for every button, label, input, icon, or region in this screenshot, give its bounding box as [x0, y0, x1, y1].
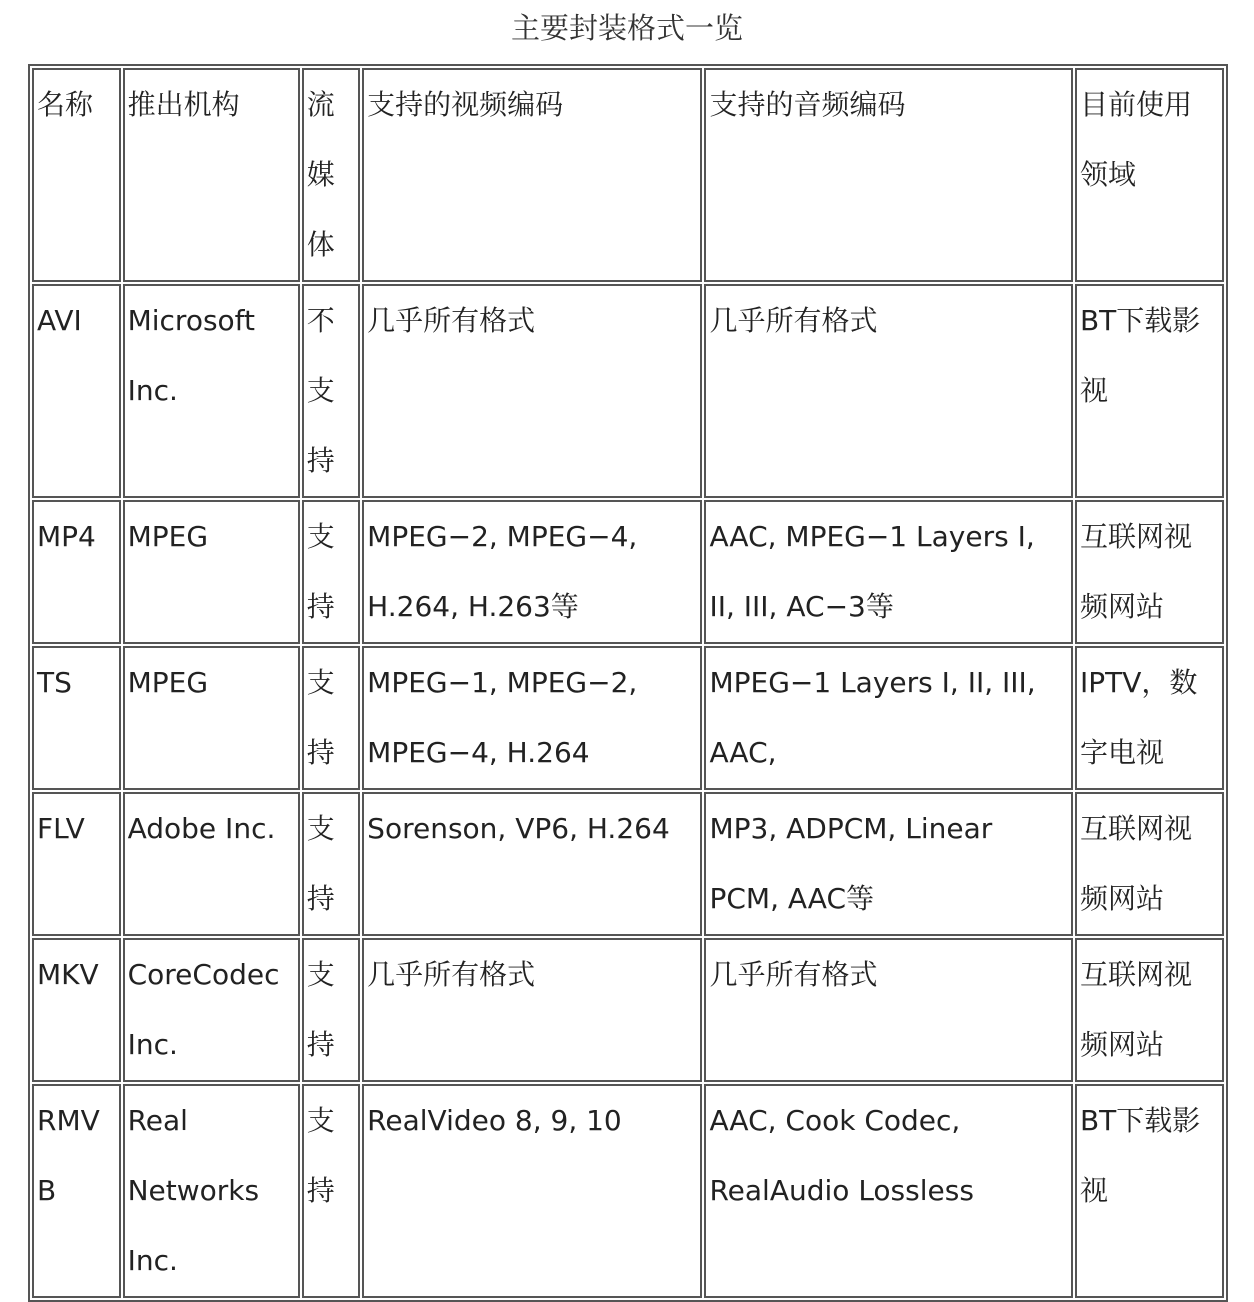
header-cell-name: 名称 — [32, 68, 121, 282]
cell-audio-codecs: AAC, MPEG−1 Layers I, II, III, AC−3等 — [704, 500, 1072, 644]
table-row — [32, 284, 1224, 498]
cell-video-codecs: MPEG−1, MPEG−2, MPEG−4, H.264 — [362, 646, 702, 790]
cell-audio-codecs: 几乎所有格式 — [704, 938, 1072, 1082]
cell-video-codecs: MPEG−2, MPEG−4, H.264, H.263等 — [362, 500, 702, 644]
cell-name: TS — [32, 646, 121, 790]
cell-usage: IPTV，数字电视 — [1075, 646, 1224, 790]
cell-video-codecs: RealVideo 8, 9, 10 — [362, 1084, 702, 1298]
cell-name: RMVB — [32, 1084, 121, 1298]
table-row — [32, 646, 1224, 790]
cell-org: Adobe Inc. — [123, 792, 300, 936]
table-caption: 主要封装格式一览 — [510, 11, 743, 45]
cell-audio-codecs: AAC, Cook Codec, RealAudio Lossless — [704, 1084, 1072, 1298]
cell-streaming: 支持 — [302, 646, 360, 790]
cell-org: MPEG — [123, 646, 300, 790]
container-formats-table — [28, 64, 1228, 1302]
cell-video-codecs: Sorenson, VP6, H.264 — [362, 792, 702, 936]
table-header-row — [32, 68, 1224, 282]
cell-video-codecs: 几乎所有格式 — [362, 938, 702, 1082]
table-row — [32, 792, 1224, 936]
table-row — [32, 1084, 1224, 1298]
cell-streaming: 不支持 — [302, 284, 360, 498]
header-cell-org: 推出机构 — [123, 68, 300, 282]
cell-org: Real Networks Inc. — [123, 1084, 300, 1298]
cell-name: MKV — [32, 938, 121, 1082]
cell-streaming: 支持 — [302, 1084, 360, 1298]
table-row — [32, 500, 1224, 644]
cell-org: Microsoft Inc. — [123, 284, 300, 498]
cell-audio-codecs: 几乎所有格式 — [704, 284, 1072, 498]
header-cell-usage: 目前使用领域 — [1075, 68, 1224, 282]
cell-audio-codecs: MP3, ADPCM, Linear PCM, AAC等 — [704, 792, 1072, 936]
header-cell-video-codecs: 支持的视频编码 — [362, 68, 702, 282]
cell-usage: 互联网视频网站 — [1075, 792, 1224, 936]
cell-streaming: 支持 — [302, 938, 360, 1082]
table-row — [32, 938, 1224, 1082]
cell-audio-codecs: MPEG−1 Layers I, II, III, AAC, — [704, 646, 1072, 790]
header-cell-streaming: 流媒体 — [302, 68, 360, 282]
cell-usage: 互联网视频网站 — [1075, 500, 1224, 644]
cell-video-codecs: 几乎所有格式 — [362, 284, 702, 498]
cell-org: MPEG — [123, 500, 300, 644]
header-cell-audio-codecs: 支持的音频编码 — [704, 68, 1072, 282]
cell-usage: 互联网视频网站 — [1075, 938, 1224, 1082]
cell-usage: BT下载影视 — [1075, 284, 1224, 498]
cell-name: MP4 — [32, 500, 121, 644]
cell-streaming: 支持 — [302, 792, 360, 936]
cell-streaming: 支持 — [302, 500, 360, 644]
cell-name: FLV — [32, 792, 121, 936]
cell-name: AVI — [32, 284, 121, 498]
cell-usage: BT下载影视 — [1075, 1084, 1224, 1298]
cell-org: CoreCodec Inc. — [123, 938, 300, 1082]
